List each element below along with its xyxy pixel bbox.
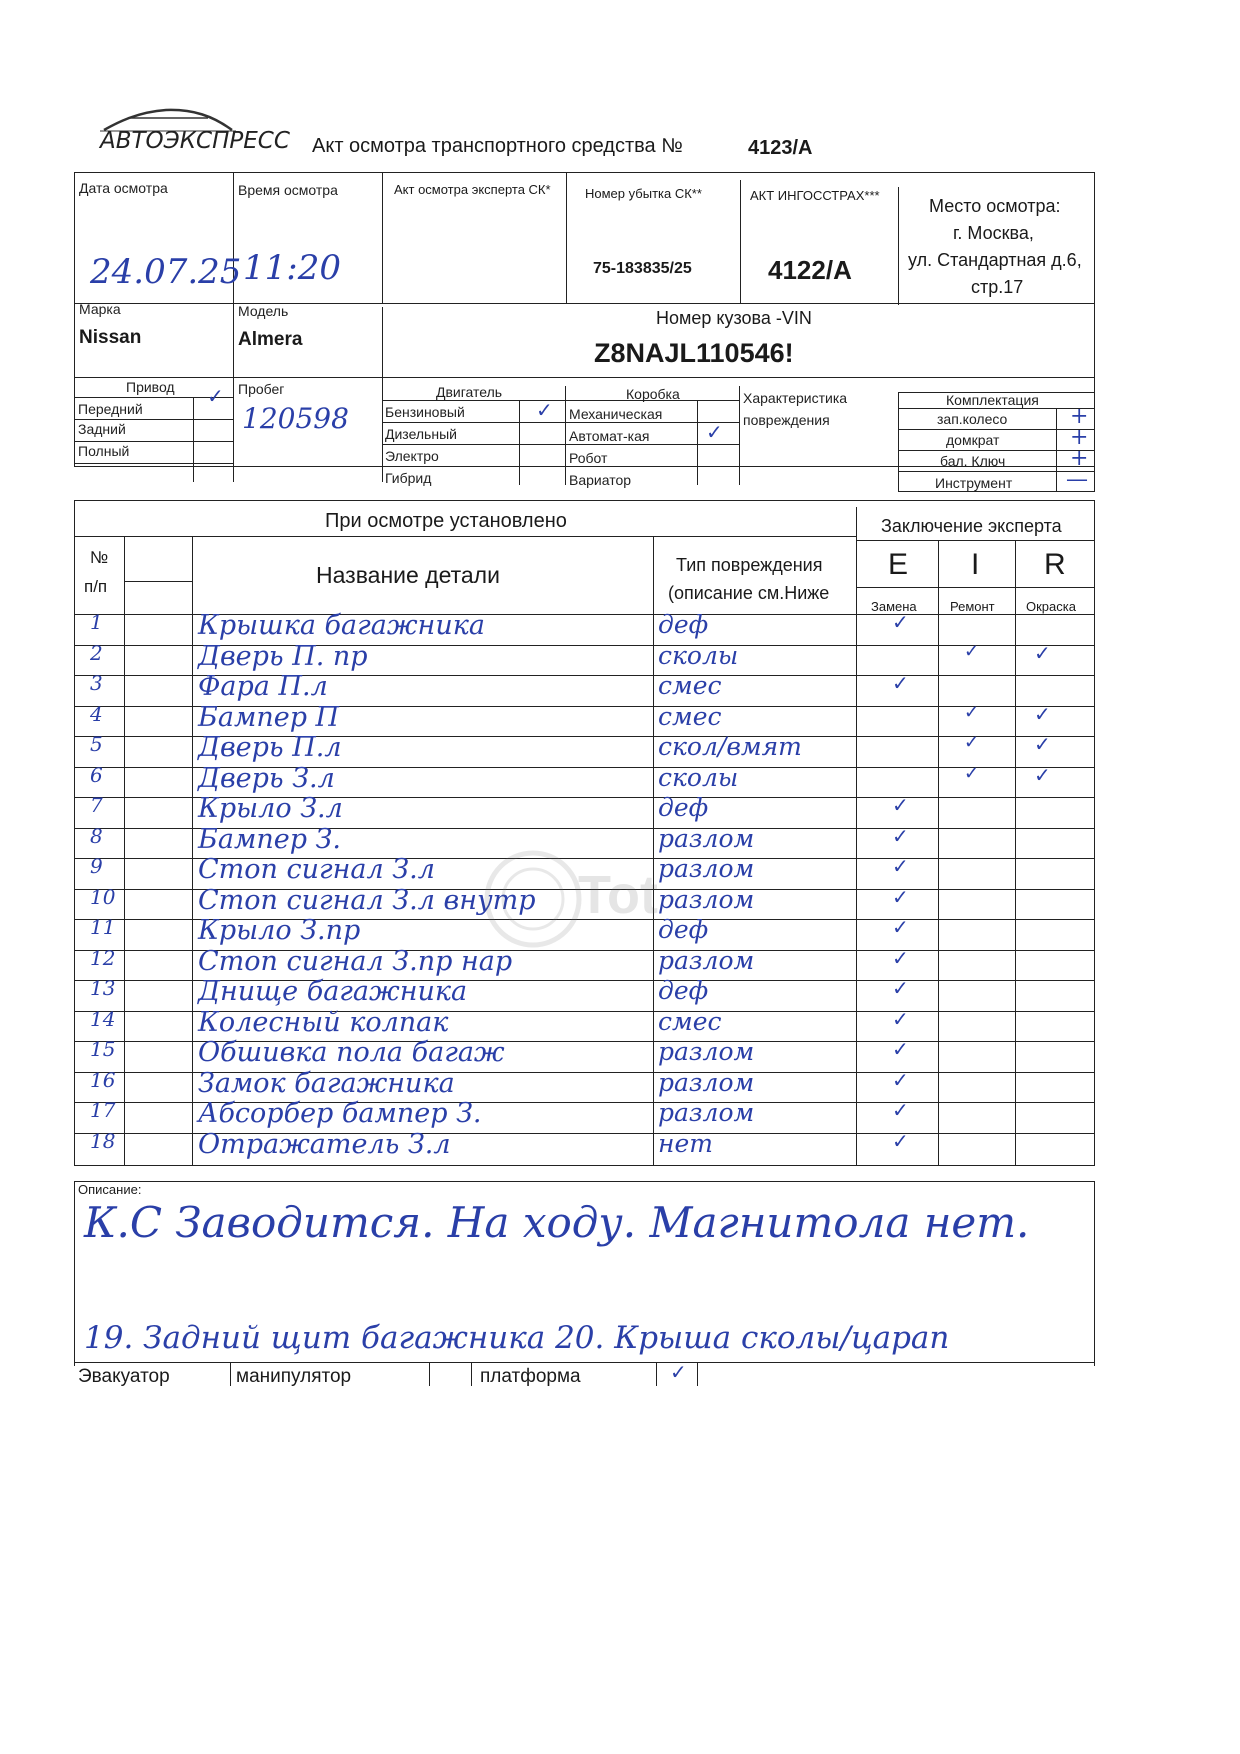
- watermark-globe-icon: [478, 844, 588, 954]
- row-damage-type: деф: [658, 610, 709, 639]
- row-part-name: Дверь П. пр: [198, 640, 368, 672]
- row-number: 9: [90, 854, 103, 878]
- row-damage-type: деф: [658, 915, 709, 944]
- num-header-2: п/п: [84, 577, 108, 596]
- found-header: При осмотре установлено: [325, 510, 567, 532]
- ingos-label: АКТ ИНГОССТРАХ***: [750, 188, 880, 203]
- row-damage-type: разлом: [658, 1098, 755, 1127]
- row-replace-mark: ✓: [892, 610, 909, 634]
- row-number: 18: [90, 1128, 116, 1153]
- engine-diesel: Дизельный: [385, 426, 457, 442]
- equipment-jack: домкрат: [946, 432, 1000, 448]
- row-replace-mark: ✓: [892, 793, 909, 817]
- equipment-mark-4: —: [1066, 467, 1088, 492]
- row-damage-type: деф: [658, 793, 709, 822]
- row-damage-type: сколы: [658, 640, 739, 670]
- row-replace-mark: ✓: [892, 1128, 909, 1153]
- equipment-wrench: бал. Ключ: [940, 453, 1006, 469]
- engine-hybrid: Гибрид: [385, 470, 432, 486]
- vin-label: Номер кузова -VIN: [656, 308, 812, 328]
- time-label: Время осмотра: [238, 182, 338, 198]
- date-value: 24.07.25: [90, 252, 242, 292]
- row-damage-type: смес: [658, 701, 722, 731]
- damage-header-1: Тип повреждения: [676, 555, 823, 575]
- row-paint-mark: ✓: [1034, 701, 1051, 726]
- row-part-name: Бампер П: [198, 701, 340, 733]
- row-number: 17: [90, 1098, 116, 1122]
- i-letter: I: [971, 548, 980, 581]
- platform-label: платформа: [480, 1366, 581, 1387]
- row-part-name: Крыло З.л: [198, 793, 343, 824]
- company-logo: [98, 104, 290, 160]
- row-part-name: Бампер З.: [198, 823, 341, 855]
- row-part-name: Абсорбер бампер З.: [198, 1098, 482, 1129]
- row-paint-mark: ✓: [1034, 762, 1051, 787]
- equipment-mark-1: +: [1070, 404, 1089, 429]
- row-number: 15: [90, 1037, 116, 1061]
- drive-rear: Задний: [78, 421, 126, 437]
- i-label: Ремонт: [950, 599, 995, 614]
- act-number: 4123/А: [748, 137, 813, 159]
- row-replace-mark: ✓: [892, 915, 909, 939]
- row-repair-mark: ✓: [964, 732, 980, 753]
- row-damage-type: смес: [658, 671, 722, 700]
- row-part-name: Крышка багажника: [198, 610, 485, 641]
- engine-petrol-check: ✓: [536, 398, 553, 422]
- row-number: 16: [90, 1067, 116, 1092]
- model-label: Модель: [238, 303, 289, 319]
- row-part-name: Отражатель З.л: [198, 1128, 451, 1160]
- row-replace-mark: ✓: [892, 671, 909, 695]
- time-value: 11:20: [243, 248, 341, 288]
- row-replace-mark: ✓: [892, 976, 909, 1000]
- place-line2: ул. Стандартная д.6,: [908, 250, 1082, 270]
- r-label: Окраска: [1026, 599, 1076, 614]
- place-label: Место осмотра:: [929, 196, 1061, 216]
- row-number: 2: [90, 640, 103, 665]
- description-label: Описание:: [78, 1182, 142, 1197]
- conclusion-header: Заключение эксперта: [881, 516, 1062, 536]
- row-replace-mark: ✓: [892, 1006, 909, 1031]
- damage-header-2: (описание см.Ниже: [668, 583, 830, 603]
- watermark-text: Tot: [578, 865, 658, 925]
- manipulator-label: манипулятор: [236, 1366, 352, 1387]
- row-part-name: Обшивка пола багаж: [198, 1037, 505, 1068]
- logo-text: АВТОЭКСПРЕСС: [100, 128, 290, 154]
- row-number: 8: [90, 823, 103, 848]
- gearbox-cvt: Вариатор: [569, 472, 632, 488]
- row-replace-mark: ✓: [892, 1067, 909, 1092]
- row-part-name: Колесный колпак: [198, 1006, 449, 1038]
- mileage-value: 120598: [242, 402, 349, 435]
- e-label: Замена: [871, 599, 917, 614]
- row-damage-type: разлом: [658, 823, 755, 853]
- row-part-name: Стоп сигнал З.л: [198, 854, 435, 885]
- row-part-name: Дверь З.л: [198, 762, 335, 794]
- evacuator-label: Эвакуатор: [78, 1366, 170, 1387]
- row-damage-type: деф: [658, 976, 709, 1005]
- row-repair-mark: ✓: [964, 762, 980, 784]
- row-number: 13: [90, 976, 116, 1000]
- row-part-name: Крыло З.пр: [198, 915, 361, 946]
- row-repair-mark: ✓: [964, 701, 980, 723]
- gearbox-label: Коробка: [626, 386, 680, 402]
- row-number: 1: [90, 610, 103, 634]
- row-part-name: Замок багажника: [198, 1067, 455, 1099]
- num-header-1: №: [90, 548, 109, 567]
- table-row: [74, 1128, 1095, 1164]
- r-letter: R: [1044, 548, 1066, 581]
- engine-petrol: Бензиновый: [385, 404, 465, 420]
- row-damage-type: нет: [658, 1128, 713, 1158]
- equipment-tools: Инструмент: [935, 475, 1013, 491]
- row-number: 6: [90, 762, 103, 787]
- equipment-mark-3: +: [1070, 446, 1089, 471]
- engine-label: Двигатель: [436, 384, 503, 400]
- row-number: 11: [90, 915, 116, 939]
- engine-electro: Электро: [385, 448, 439, 464]
- gearbox-robot: Робот: [569, 450, 608, 466]
- gearbox-auto: Автомат-кая: [569, 428, 650, 444]
- row-number: 7: [90, 793, 103, 817]
- drive-front: Передний: [78, 401, 143, 417]
- ingos-value: 4122/А: [768, 255, 852, 285]
- row-replace-mark: ✓: [892, 884, 909, 909]
- brand-label: Марка: [79, 301, 121, 317]
- mileage-label: Пробег: [238, 381, 285, 397]
- row-damage-type: разлом: [658, 1067, 755, 1097]
- row-damage-type: разлом: [658, 884, 755, 914]
- row-number: 3: [90, 671, 103, 695]
- row-replace-mark: ✓: [892, 854, 909, 878]
- e-letter: E: [888, 548, 909, 581]
- drive-label: Привод: [126, 379, 175, 395]
- row-damage-type: сколы: [658, 762, 739, 792]
- vin-value: Z8NAJL110546!: [594, 338, 794, 368]
- damage-char-line1: Характеристика: [743, 390, 848, 406]
- model-value: Almera: [238, 329, 303, 350]
- date-label: Дата осмотра: [79, 180, 168, 196]
- platform-check: ✓: [670, 1360, 687, 1384]
- row-paint-mark: ✓: [1034, 640, 1051, 665]
- loss-number-label: Номер убытка СК**: [585, 186, 702, 201]
- loss-number-value: 75-183835/25: [593, 260, 692, 277]
- row-number: 5: [90, 732, 103, 756]
- row-part-name: Дверь П.л: [198, 732, 342, 763]
- row-part-name: Стоп сигнал З.пр нар: [198, 945, 513, 977]
- row-part-name: Стоп сигнал З.л внутр: [198, 884, 536, 916]
- row-number: 4: [90, 701, 103, 726]
- row-damage-type: разлом: [658, 854, 755, 883]
- row-replace-mark: ✓: [892, 1037, 909, 1061]
- drive-full: Полный: [78, 443, 130, 459]
- equipment-spare-wheel: зап.колесо: [937, 411, 1008, 427]
- gearbox-auto-check: ✓: [706, 420, 723, 444]
- expert-act-label: Акт осмотра эксперта СК*: [394, 182, 551, 197]
- row-replace-mark: ✓: [892, 823, 909, 848]
- watermark: [478, 844, 778, 954]
- description-line1: К.С Заводится. На ходу. Магнитола нет.: [84, 1198, 1030, 1247]
- row-number: 10: [90, 884, 116, 909]
- row-number: 12: [90, 945, 116, 970]
- row-paint-mark: ✓: [1034, 732, 1051, 756]
- row-replace-mark: ✓: [892, 945, 909, 970]
- row-damage-type: разлом: [658, 945, 755, 975]
- page-title: Акт осмотра транспортного средства №: [312, 135, 683, 157]
- damage-char-line2: повреждения: [743, 412, 830, 428]
- row-damage-type: разлом: [658, 1037, 755, 1066]
- row-damage-type: смес: [658, 1006, 722, 1036]
- place-line1: г. Москва,: [953, 223, 1034, 243]
- place-line3: стр.17: [971, 277, 1024, 297]
- brand-value: Nissan: [79, 327, 142, 348]
- row-repair-mark: ✓: [964, 640, 980, 662]
- description-line2: 19. Задний щит багажника 20. Крыша сколы/царап: [84, 1320, 950, 1356]
- row-damage-type: скол/вмят: [658, 732, 802, 761]
- equipment-label: Комплектация: [946, 392, 1039, 408]
- row-part-name: Фара П.л: [198, 671, 328, 702]
- equipment-mark-2: +: [1070, 425, 1089, 450]
- gearbox-manual: Механическая: [569, 406, 663, 422]
- part-header: Название детали: [316, 562, 500, 588]
- drive-front-check: ✓: [207, 384, 224, 408]
- row-number: 14: [90, 1006, 116, 1031]
- row-part-name: Днище багажника: [198, 976, 468, 1007]
- row-replace-mark: ✓: [892, 1098, 909, 1122]
